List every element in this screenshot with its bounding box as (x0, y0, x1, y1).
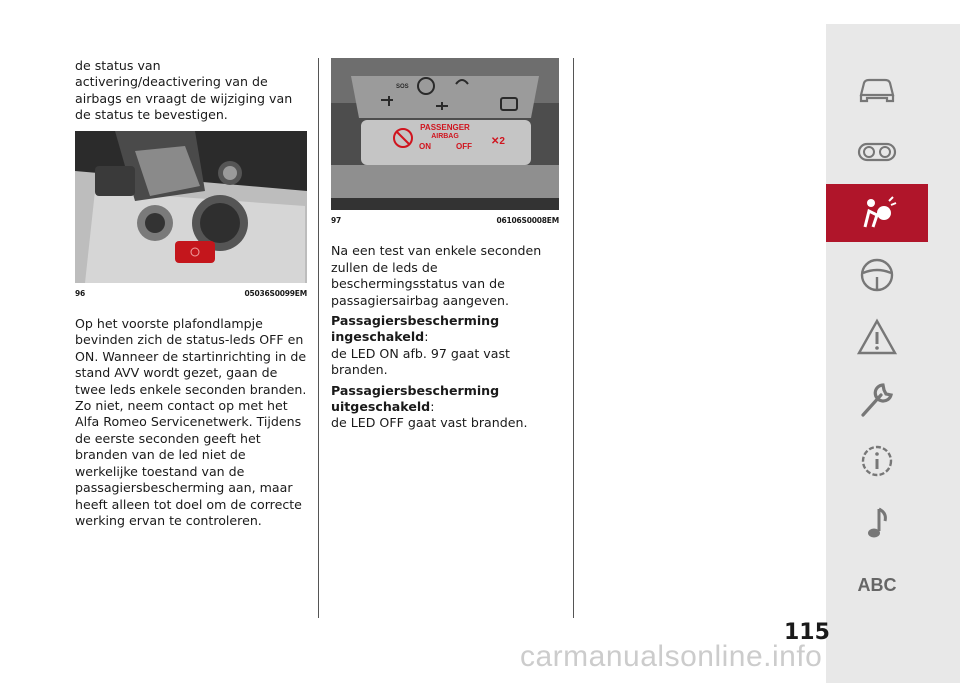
chapter-sidebar (826, 24, 960, 683)
figure-code: 06106S0008EM (496, 216, 559, 225)
steering-wheel-icon (855, 255, 899, 295)
figure-97-caption (331, 213, 559, 229)
middle-column (331, 58, 559, 436)
item-enabled-term: Passagiersbescherming ingeschakeld (331, 313, 500, 345)
intro-paragraph: de status van activering/deactivering van de airbags en vraagt de wijziging van de status te bevestigen. (75, 58, 293, 123)
tab-maintenance[interactable] (826, 370, 928, 428)
item-enabled: Passagiersbescherming ingeschakeld: de LED ON afb. 97 gaat vast branden. (331, 313, 510, 378)
tab-index[interactable] (826, 556, 928, 614)
figure-96-image (75, 131, 307, 283)
body-paragraph: Op het voorste plafondlampje bevinden zich de status-leds OFF en ON. Wanneer de startinrichting in de stand AVV wordt gezet, gaan de twee leds enkele seconden branden. Zo niet, neem contact op met het Alfa Romeo Servicenetwerk. Tijdens de eerste seconden geeft het branden van de led niet de werkelijke toestand van de passagiersbescherming aan, maar heeft alleen tot doel om de correcte werking ervan te controleren. (75, 316, 307, 528)
sos-label: SOS (396, 84, 409, 90)
car-icon (855, 69, 899, 109)
info-gear-icon (855, 441, 899, 481)
warning-triangle-icon (855, 317, 899, 357)
wrench-icon (855, 379, 899, 419)
figure-number: 96 (75, 288, 86, 298)
column-divider (573, 58, 574, 618)
tab-driving[interactable] (826, 246, 928, 304)
tab-dashboard[interactable] (826, 122, 928, 180)
test-paragraph: Na een test van enkele seconden zullen de leds de beschermingsstatus van de passagiersairbag aangeven. (331, 243, 542, 308)
music-note-icon (855, 503, 899, 543)
led-on-label: ON (419, 142, 431, 151)
page-number: 115 (784, 620, 830, 645)
item-disabled: Passagiersbescherming uitgeschakeld: de LED OFF gaat vast branden. (331, 382, 528, 431)
panel-label-passenger: PASSENGER (420, 123, 470, 132)
airbag-safety-icon (855, 193, 899, 233)
overhead-panel-illustration (331, 58, 559, 210)
panel-label-airbag: AIRBAG (431, 133, 459, 140)
tab-car[interactable] (826, 60, 928, 118)
column-divider (318, 58, 319, 618)
dashboard-icon (855, 131, 899, 171)
left-column (75, 58, 307, 533)
figure-number: 97 (331, 216, 342, 225)
figure-code: 05036S0099EM (244, 288, 307, 298)
item-disabled-term: Passagiersbescherming uitgeschakeld (331, 382, 500, 415)
airbag-seat-icon: ✕2 (491, 136, 505, 147)
tab-multimedia[interactable] (826, 494, 928, 552)
abc-icon: ABC (857, 574, 897, 595)
console-illustration (75, 131, 307, 283)
figure-96-caption (75, 286, 307, 302)
figure-97-image (331, 58, 559, 210)
tab-safety[interactable] (826, 184, 928, 242)
watermark[interactable]: carmanualsonline.info (520, 640, 823, 673)
tab-emergency[interactable] (826, 308, 928, 366)
item-enabled-text: de LED ON afb. 97 gaat vast branden. (331, 345, 510, 378)
item-disabled-text: de LED OFF gaat vast branden. (331, 415, 528, 431)
led-off-label: OFF (456, 142, 472, 151)
tab-technical-data[interactable] (826, 432, 928, 490)
